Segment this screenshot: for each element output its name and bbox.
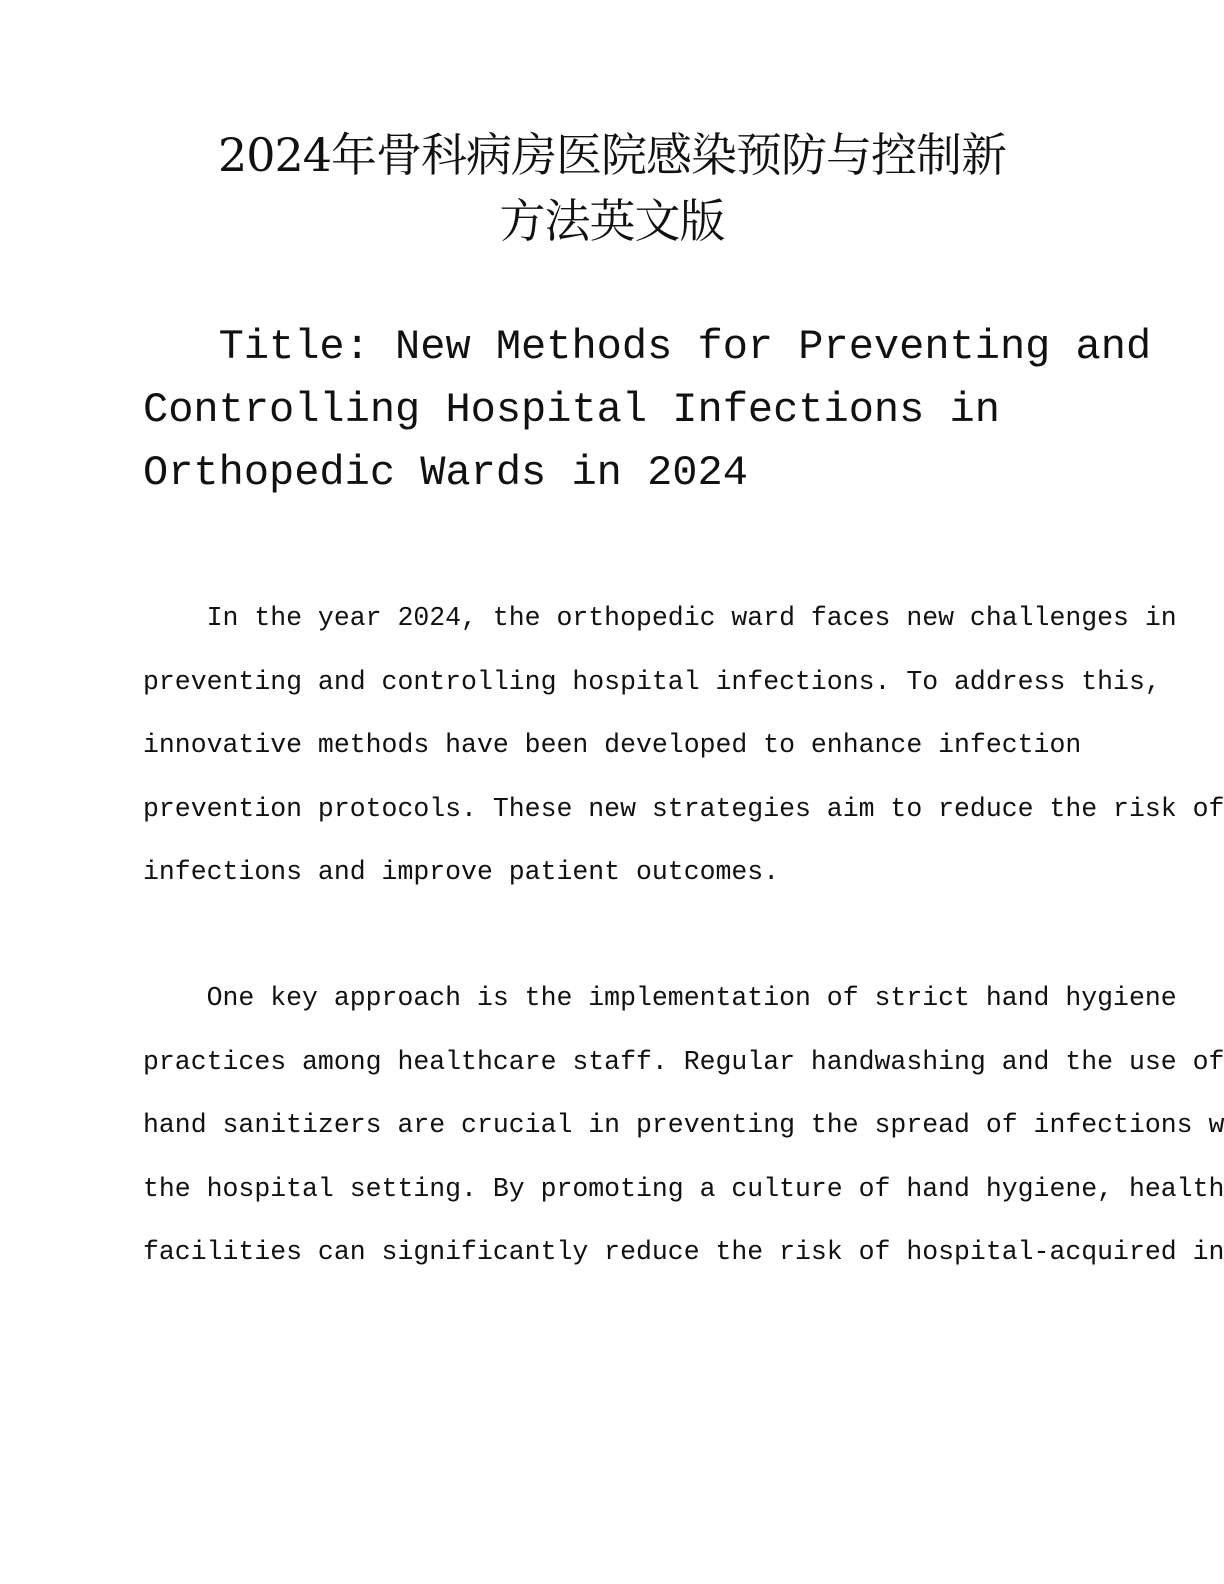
english-title-line: Orthopedic Wards in 2024 xyxy=(143,449,748,497)
english-title xyxy=(143,316,1152,505)
paragraph-line: preventing and controlling hospital infections. To address this, xyxy=(143,666,1161,697)
chinese-title xyxy=(150,122,1074,254)
english-title-line: Controlling Hospital Infections in xyxy=(143,386,1000,434)
paragraph-line: In the year 2024, the orthopedic ward faces new challenges in xyxy=(143,603,1177,633)
paragraph-line: innovative methods have been developed to enhance infection xyxy=(143,730,1082,760)
paragraph-line: practices among healthcare staff. Regular handwashing and the use of xyxy=(143,1046,1224,1077)
paragraph-line: prevention protocols. These new strategies aim to reduce the risk of xyxy=(143,793,1224,824)
paragraph-line: infections and improve patient outcomes. xyxy=(143,857,780,887)
body-paragraph xyxy=(143,587,1224,905)
paragraph-line: hand sanitizers are crucial in preventing the spread of infections w xyxy=(143,1110,1224,1140)
body-paragraph xyxy=(143,967,1224,1285)
english-title-line: Title: New Methods for Preventing and xyxy=(143,323,1152,371)
paragraph-line: facilities can significantly reduce the risk of hospital-acquired in xyxy=(143,1237,1224,1267)
chinese-title-line: 2024年骨科病房医院感染预防与控制新 xyxy=(217,128,1007,182)
paragraph-line: One key approach is the implementation of strict hand hygiene xyxy=(143,983,1177,1013)
paragraph-line: the hospital setting. By promoting a culture of hand hygiene, health xyxy=(143,1173,1224,1204)
chinese-title-line: 方法英文版 xyxy=(499,194,725,248)
